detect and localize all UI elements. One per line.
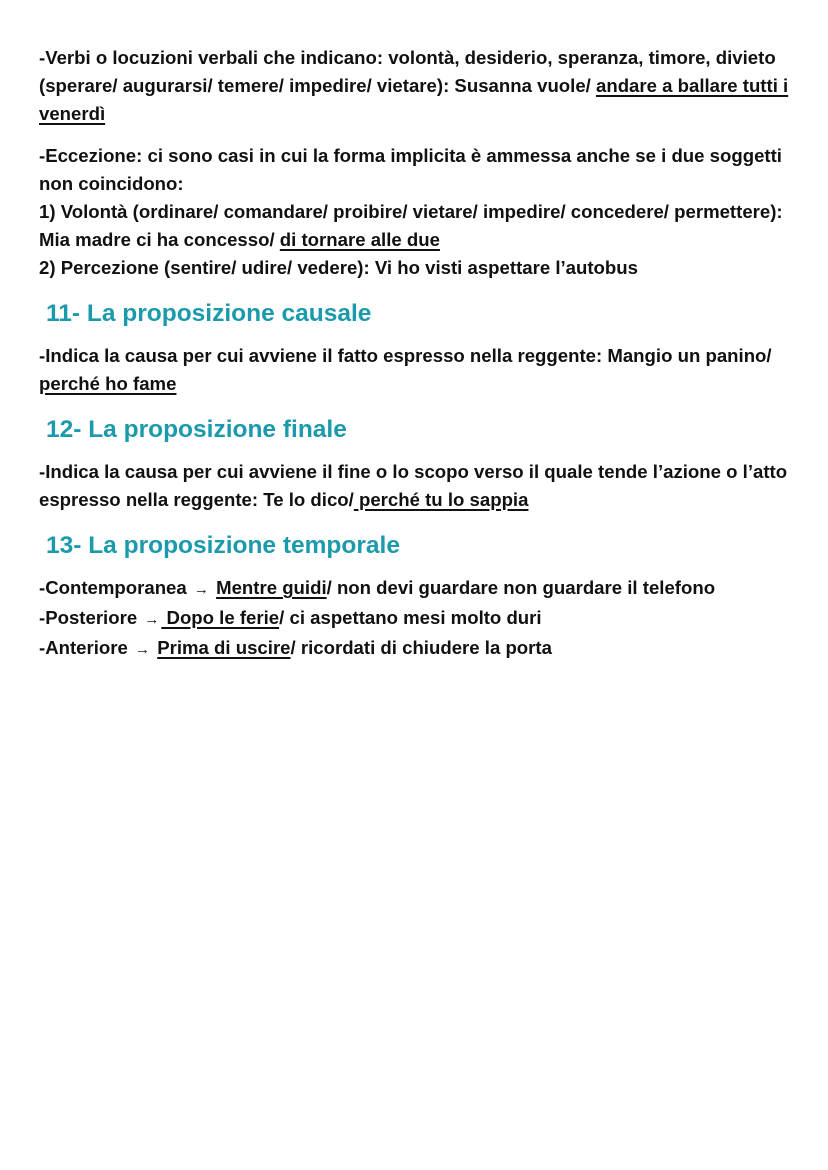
paragraph-text: -Indica la causa per cui avviene il fine o lo scopo verso il quale tende l’azione o l’atto espresso nella reggente: Te lo dico/ [39, 461, 788, 510]
arrow-right-icon: → [144, 611, 160, 628]
eccezione-intro: -Eccezione: ci sono casi in cui la forma implicita è ammessa anche se i due soggetti non coincidono: [39, 145, 782, 194]
list-item: -Contemporanea → Mentre guidi/ non devi guardare non guardare il telefono [39, 577, 716, 598]
underlined-example: andare a ballare tutti i venerdì [39, 75, 789, 124]
section-heading-causale: 11- La proposizione causale [46, 300, 372, 327]
list-item: -Posteriore → Dopo le ferie/ ci aspettano mesi molto duri [39, 607, 542, 628]
section-heading-finale: 12- La proposizione finale [46, 416, 347, 443]
paragraph-text: -Indica la causa per cui avviene il fatto espresso nella reggente: Mangio un panino/ [39, 345, 772, 366]
section-heading-temporale: 13- La proposizione temporale [46, 532, 400, 559]
list-temporale [39, 574, 814, 664]
underlined-example: perché ho fame [39, 373, 177, 394]
arrow-right-icon: → [135, 641, 151, 658]
paragraph-verbi [39, 44, 814, 128]
underlined-example: di tornare alle due [279, 229, 440, 250]
paragraph-causale [39, 342, 814, 398]
paragraph-eccezione [39, 142, 814, 282]
list-item: -Anteriore → Prima di uscire/ ricordati di chiudere la porta [39, 637, 552, 658]
underlined-example: Dopo le ferie [161, 607, 280, 628]
underlined-example: Prima di uscire [157, 637, 291, 658]
eccezione-percezione: 2) Percezione (sentire/ udire/ vedere): Vi ho visti aspettare l’autobus [39, 257, 638, 278]
eccezione-volonta: 1) Volontà (ordinare/ comandare/ proibire/ vietare/ impedire/ concedere/ permettere): Mia madre ci ha concesso/ [39, 201, 783, 250]
underlined-example: Mentre guidi [216, 577, 327, 598]
arrow-right-icon: → [193, 581, 209, 598]
underlined-example: perché tu lo sappia [353, 489, 529, 510]
paragraph-finale [39, 458, 814, 514]
document-page [39, 44, 814, 664]
paragraph-text: -Verbi o locuzioni verbali che indicano: volontà, desiderio, speranza, timore, divieto (sperare/ augurarsi/ temere/ impedire/ vietare): Susanna vuole/ [39, 47, 776, 96]
